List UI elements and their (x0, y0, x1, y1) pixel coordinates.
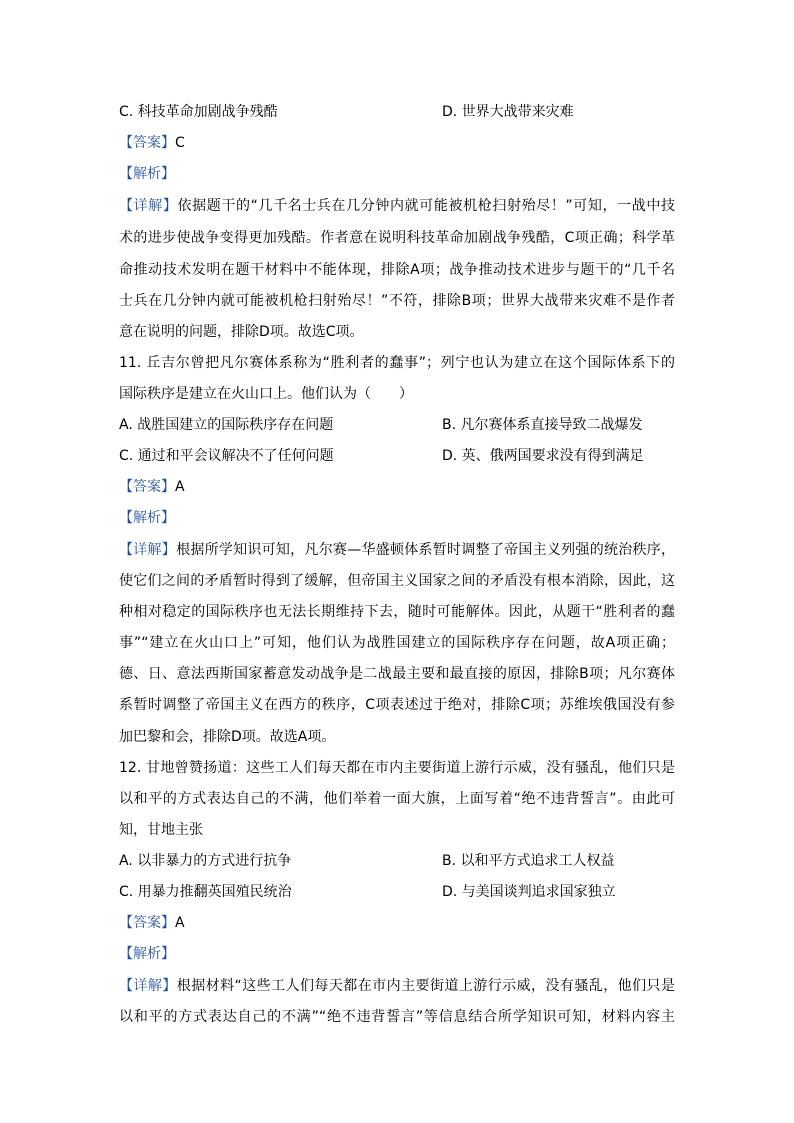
q12-analysis-heading (119, 944, 175, 964)
q10-answer (119, 133, 185, 153)
q11-option-d: D. 英、俄两国要求没有得到满足 (442, 448, 644, 464)
q11-answer (119, 477, 185, 497)
q12-detail-line: 【详解】根据材料“这些工人们每天都在市内主要街道上游行示威，没有骚乱，他们只是 (119, 978, 675, 994)
analysis-tag: 【解析】 (119, 166, 175, 182)
q11-stem-line: 11. 丘吉尔曾把凡尔赛体系称为“胜利者的蠢事”；列宁也认为建立在这个国际体系下的 (119, 355, 675, 371)
q11-detail-line: 德、日、意法西斯国家蓄意发动战争是二战最主要和最直接的原因，排除B项；凡尔赛体 (119, 666, 675, 682)
q11-option-a: A. 战胜国建立的国际秩序存在问题 (119, 417, 334, 433)
q10-detail-line: 士兵在几分钟内就可能被机枪扫射殆尽！”不符，排除B项；世界大战带来灾难不是作者 (119, 293, 675, 309)
q11-detail-line: 使它们之间的矛盾暂时得到了缓解，但帝国主义国家之间的矛盾没有根本消除，因此，这 (119, 573, 675, 589)
detail-tag: 【详解】 (119, 198, 178, 214)
q12-options-row-cd (119, 882, 679, 902)
answer-value: A (175, 479, 185, 495)
q10-options-row-cd (119, 102, 679, 122)
q12-option-a: A. 以非暴力的方式进行抗争 (119, 853, 292, 869)
q11-option-b: B. 凡尔赛体系直接导致二战爆发 (442, 417, 643, 433)
q12-options-row-ab (119, 851, 679, 871)
q12-option-b: B. 以和平方式追求工人权益 (442, 853, 615, 869)
q12-option-d: D. 与美国谈判追求国家独立 (442, 884, 616, 900)
q11-analysis-heading (119, 508, 175, 528)
q11-detail-line: 种相对稳定的国际秩序也无法长期维持下去，随时可能解体。因此，从题干“胜利者的蠢 (119, 604, 675, 620)
q11-detail-line: 系暂时调整了帝国主义在西方的秩序，C项表述过于绝对，排除C项；苏维埃俄国没有参 (119, 697, 675, 713)
answer-tag: 【答案】 (119, 479, 175, 495)
q12-option-c: C. 用暴力推翻英国殖民统治 (119, 884, 292, 900)
q10-detail-line: 命推动技术发明在题干材料中不能体现，排除A项；战争推动技术进步与题干的“几千名 (119, 262, 675, 278)
q10-detail-line: 意在说明的问题，排除D项。故选C项。 (119, 324, 364, 340)
answer-tag: 【答案】 (119, 915, 175, 931)
analysis-tag: 【解析】 (119, 510, 175, 526)
analysis-tag: 【解析】 (119, 946, 175, 962)
q11-option-c: C. 通过和平会议解决不了任何问题 (119, 448, 334, 464)
q11-detail-line: 【详解】根据所学知识可知，凡尔赛—华盛顿体系暂时调整了帝国主义列强的统治秩序， (119, 542, 675, 558)
detail-tag: 【详解】 (119, 542, 177, 558)
detail-tag: 【详解】 (119, 978, 177, 994)
q11-options-row-cd (119, 446, 679, 466)
q12-stem-line: 知，甘地主张 (119, 822, 203, 838)
q10-option-d: D. 世界大战带来灾难 (442, 104, 574, 120)
q10-detail-line: 术的进步使战争变得更加残酷。作者意在说明科技革命加剧战争残酷，C项正确；科学革 (119, 230, 675, 246)
q12-stem-line: 12. 甘地曾赞扬道：这些工人们每天都在市内主要街道上游行示威，没有骚乱，他们只是 (119, 760, 675, 776)
q11-detail-line: 加巴黎和会，排除D项。故选A项。 (119, 729, 336, 745)
q11-stem-line: 国际秩序是建立在火山口上。他们认为（ ） (119, 386, 413, 402)
answer-value: C (175, 135, 185, 151)
q11-detail-line: 事”“建立在火山口上”可知，他们认为战胜国建立的国际秩序存在问题，故A项正确； (119, 635, 675, 651)
q12-answer (119, 913, 185, 933)
answer-tag: 【答案】 (119, 135, 175, 151)
q12-detail-line: 以和平的方式表达自己的不满”“绝不违背誓言”等信息结合所学知识可知，材料内容主 (119, 1009, 675, 1025)
q10-detail-line: 【详解】依据题干的“几千名士兵在几分钟内就可能被机枪扫射殆尽！”可知，一战中技 (119, 198, 675, 214)
q10-option-c: C. 科技革命加剧战争残酷 (119, 104, 278, 120)
q11-options-row-ab (119, 415, 679, 435)
answer-value: A (175, 915, 185, 931)
q10-analysis-heading (119, 164, 175, 184)
q12-stem-line: 以和平的方式表达自己的不满，他们举着一面大旗，上面写着“绝不违背誓言”。由此可 (119, 791, 675, 807)
